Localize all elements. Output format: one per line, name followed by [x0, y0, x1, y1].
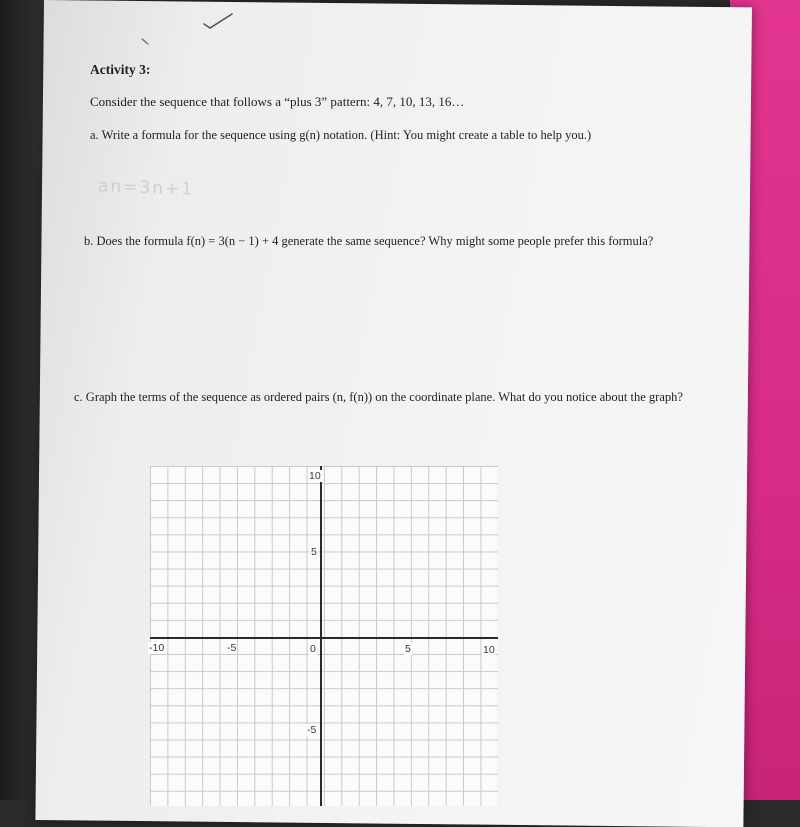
y-tick-label: 5	[311, 546, 317, 558]
coordinate-grid[interactable]	[150, 466, 498, 806]
pencil-check-mark	[200, 10, 240, 34]
sequence-intro: Consider the sequence that follows a “plus 3” pattern: 4, 7, 10, 13, 16…	[90, 94, 465, 109]
x-tick-label: 0	[310, 643, 316, 655]
y-tick-label: -5	[307, 724, 317, 736]
question-c: c. Graph the terms of the sequence as ordered pairs (n, f(n)) on the coordinate plane. What do you notice about the graph?	[74, 390, 683, 404]
pencil-tick-mark	[140, 36, 154, 48]
question-b: b. Does the formula f(n) = 3(n − 1) + 4 generate the same sequence? Why might some people prefer this formula?	[84, 234, 654, 248]
y-tick-label: 10	[309, 470, 321, 482]
question-a: a. Write a formula for the sequence using g(n) notation. (Hint: You might create a table to help you.)	[90, 128, 592, 142]
x-tick-label: -5	[227, 642, 237, 654]
activity-title: Activity 3:	[90, 62, 151, 77]
y-axis	[320, 466, 322, 806]
x-tick-label: 5	[405, 643, 411, 655]
x-tick-label: -10	[149, 642, 165, 654]
pencil-answer-a: an=3n+1	[97, 176, 195, 200]
x-tick-label: 10	[483, 644, 495, 656]
x-axis	[150, 637, 498, 639]
